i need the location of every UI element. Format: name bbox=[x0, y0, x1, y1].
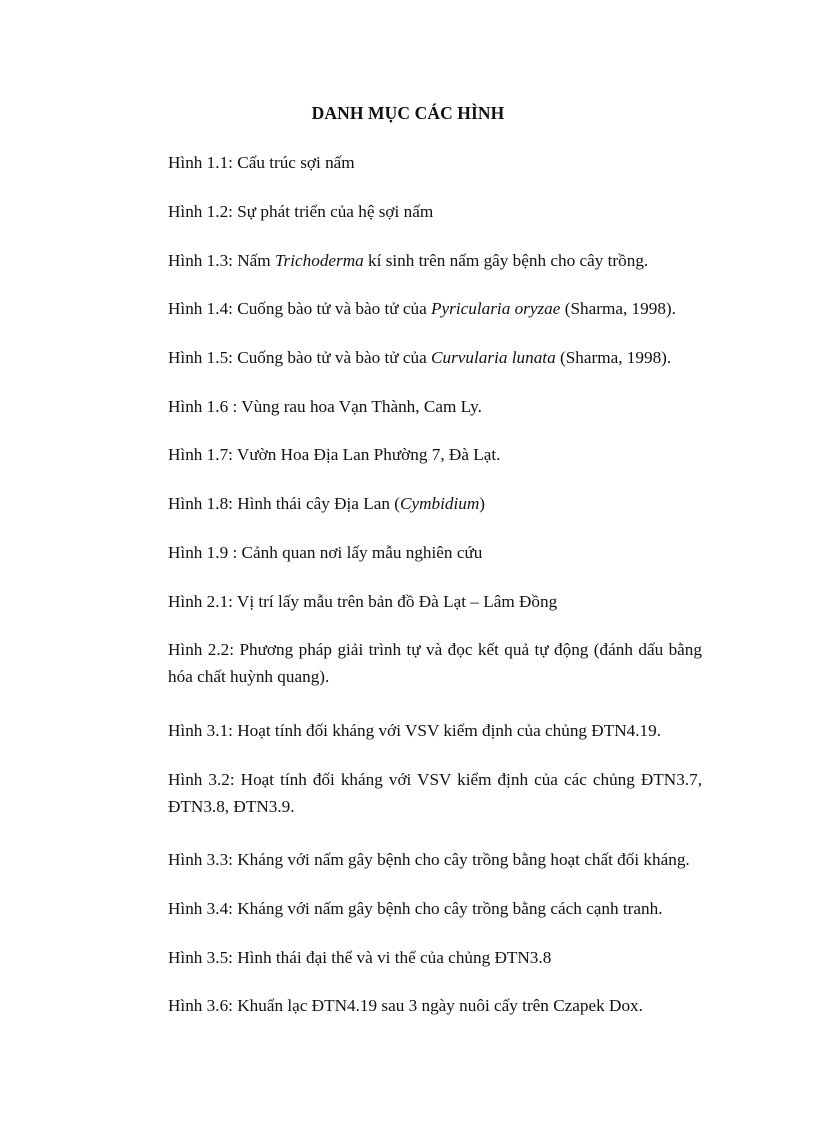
entry-text: Hình 3.3: Kháng với nấm gây bệnh cho cây trồng bằng hoạt chất đối kháng. bbox=[168, 850, 690, 869]
entry-text: Hình 2.2: Phương pháp giải trình tự và đọc kết quả tự động (đánh dấu bằng hóa chất huỳnh quang). bbox=[168, 640, 702, 686]
entry-text: Hình 1.9 : Cảnh quan nơi lấy mẫu nghiên cứu bbox=[168, 543, 483, 562]
entry-text: Hình 1.2: Sự phát triển của hệ sợi nấm bbox=[168, 202, 434, 221]
species-name: Pyricularia oryzae bbox=[431, 299, 561, 318]
species-name: Cymbidium bbox=[399, 494, 480, 513]
figure-entry-1-3 bbox=[168, 247, 702, 274]
figure-entry-1-5 bbox=[168, 344, 702, 371]
figure-entry-3-3 bbox=[168, 846, 702, 873]
figure-entry-1-6 bbox=[168, 393, 702, 420]
entry-text-post: kí sinh trên nấm gây bệnh cho cây trồng. bbox=[363, 251, 649, 270]
entry-text: Hình 2.1: Vị trí lấy mẫu trên bản đồ Đà Lạt – Lâm Đồng bbox=[168, 592, 558, 611]
figure-entry-1-2 bbox=[168, 198, 702, 225]
page-title: DANH MỤC CÁC HÌNH bbox=[311, 103, 505, 123]
species-name: Trichoderma bbox=[274, 251, 364, 270]
entry-text: Hình 1.7: Vườn Hoa Địa Lan Phường 7, Đà Lạt. bbox=[168, 445, 501, 464]
figure-entry-1-8 bbox=[168, 490, 702, 517]
entry-text: Hình 3.1: Hoạt tính đối kháng với VSV kiểm định của chủng ĐTN4.19. bbox=[168, 721, 662, 740]
entry-text: Hình 3.4: Kháng với nấm gây bệnh cho cây trồng bằng cách cạnh tranh. bbox=[168, 899, 663, 918]
figure-entry-3-4 bbox=[168, 895, 702, 922]
entry-text-pre: Hình 1.4: Cuống bào tử và bào tử của bbox=[168, 299, 432, 318]
figure-entry-2-1 bbox=[168, 588, 702, 615]
figure-entry-1-4 bbox=[168, 295, 702, 322]
figure-entry-3-5 bbox=[168, 944, 702, 971]
entry-text-pre: Hình 1.5: Cuống bào tử và bào tử của bbox=[168, 348, 432, 367]
figure-entry-3-2 bbox=[168, 766, 702, 820]
entry-text: Hình 3.2: Hoạt tính đối kháng với VSV kiểm định của các chủng ĐTN3.7, ĐTN3.8, ĐTN3.9. bbox=[168, 770, 702, 816]
figure-entry-1-1 bbox=[168, 149, 702, 176]
entry-text-post: (Sharma, 1998). bbox=[560, 299, 676, 318]
entry-text: Hình 1.1: Cấu trúc sợi nấm bbox=[168, 153, 355, 172]
figure-entry-2-2 bbox=[168, 636, 702, 690]
entry-text-post: ) bbox=[479, 494, 485, 513]
species-name: Curvularia lunata bbox=[431, 348, 556, 367]
figure-entry-3-1 bbox=[168, 717, 702, 744]
entry-text-post: (Sharma, 1998). bbox=[555, 348, 672, 367]
entry-text: Hình 1.6 : Vùng rau hoa Vạn Thành, Cam Ly. bbox=[168, 397, 482, 416]
figure-entry-3-6 bbox=[168, 992, 702, 1019]
entry-text-pre: Hình 1.8: Hình thái cây Địa Lan ( bbox=[168, 494, 400, 513]
figure-entry-1-9 bbox=[168, 539, 702, 566]
entry-text: Hình 3.5: Hình thái đại thể và vi thể của chủng ĐTN3.8 bbox=[168, 948, 552, 967]
entry-text: Hình 3.6: Khuẩn lạc ĐTN4.19 sau 3 ngày nuôi cấy trên Czapek Dox. bbox=[168, 996, 643, 1015]
entry-text-pre: Hình 1.3: Nấm bbox=[168, 251, 275, 270]
figure-entry-1-7 bbox=[168, 441, 702, 468]
